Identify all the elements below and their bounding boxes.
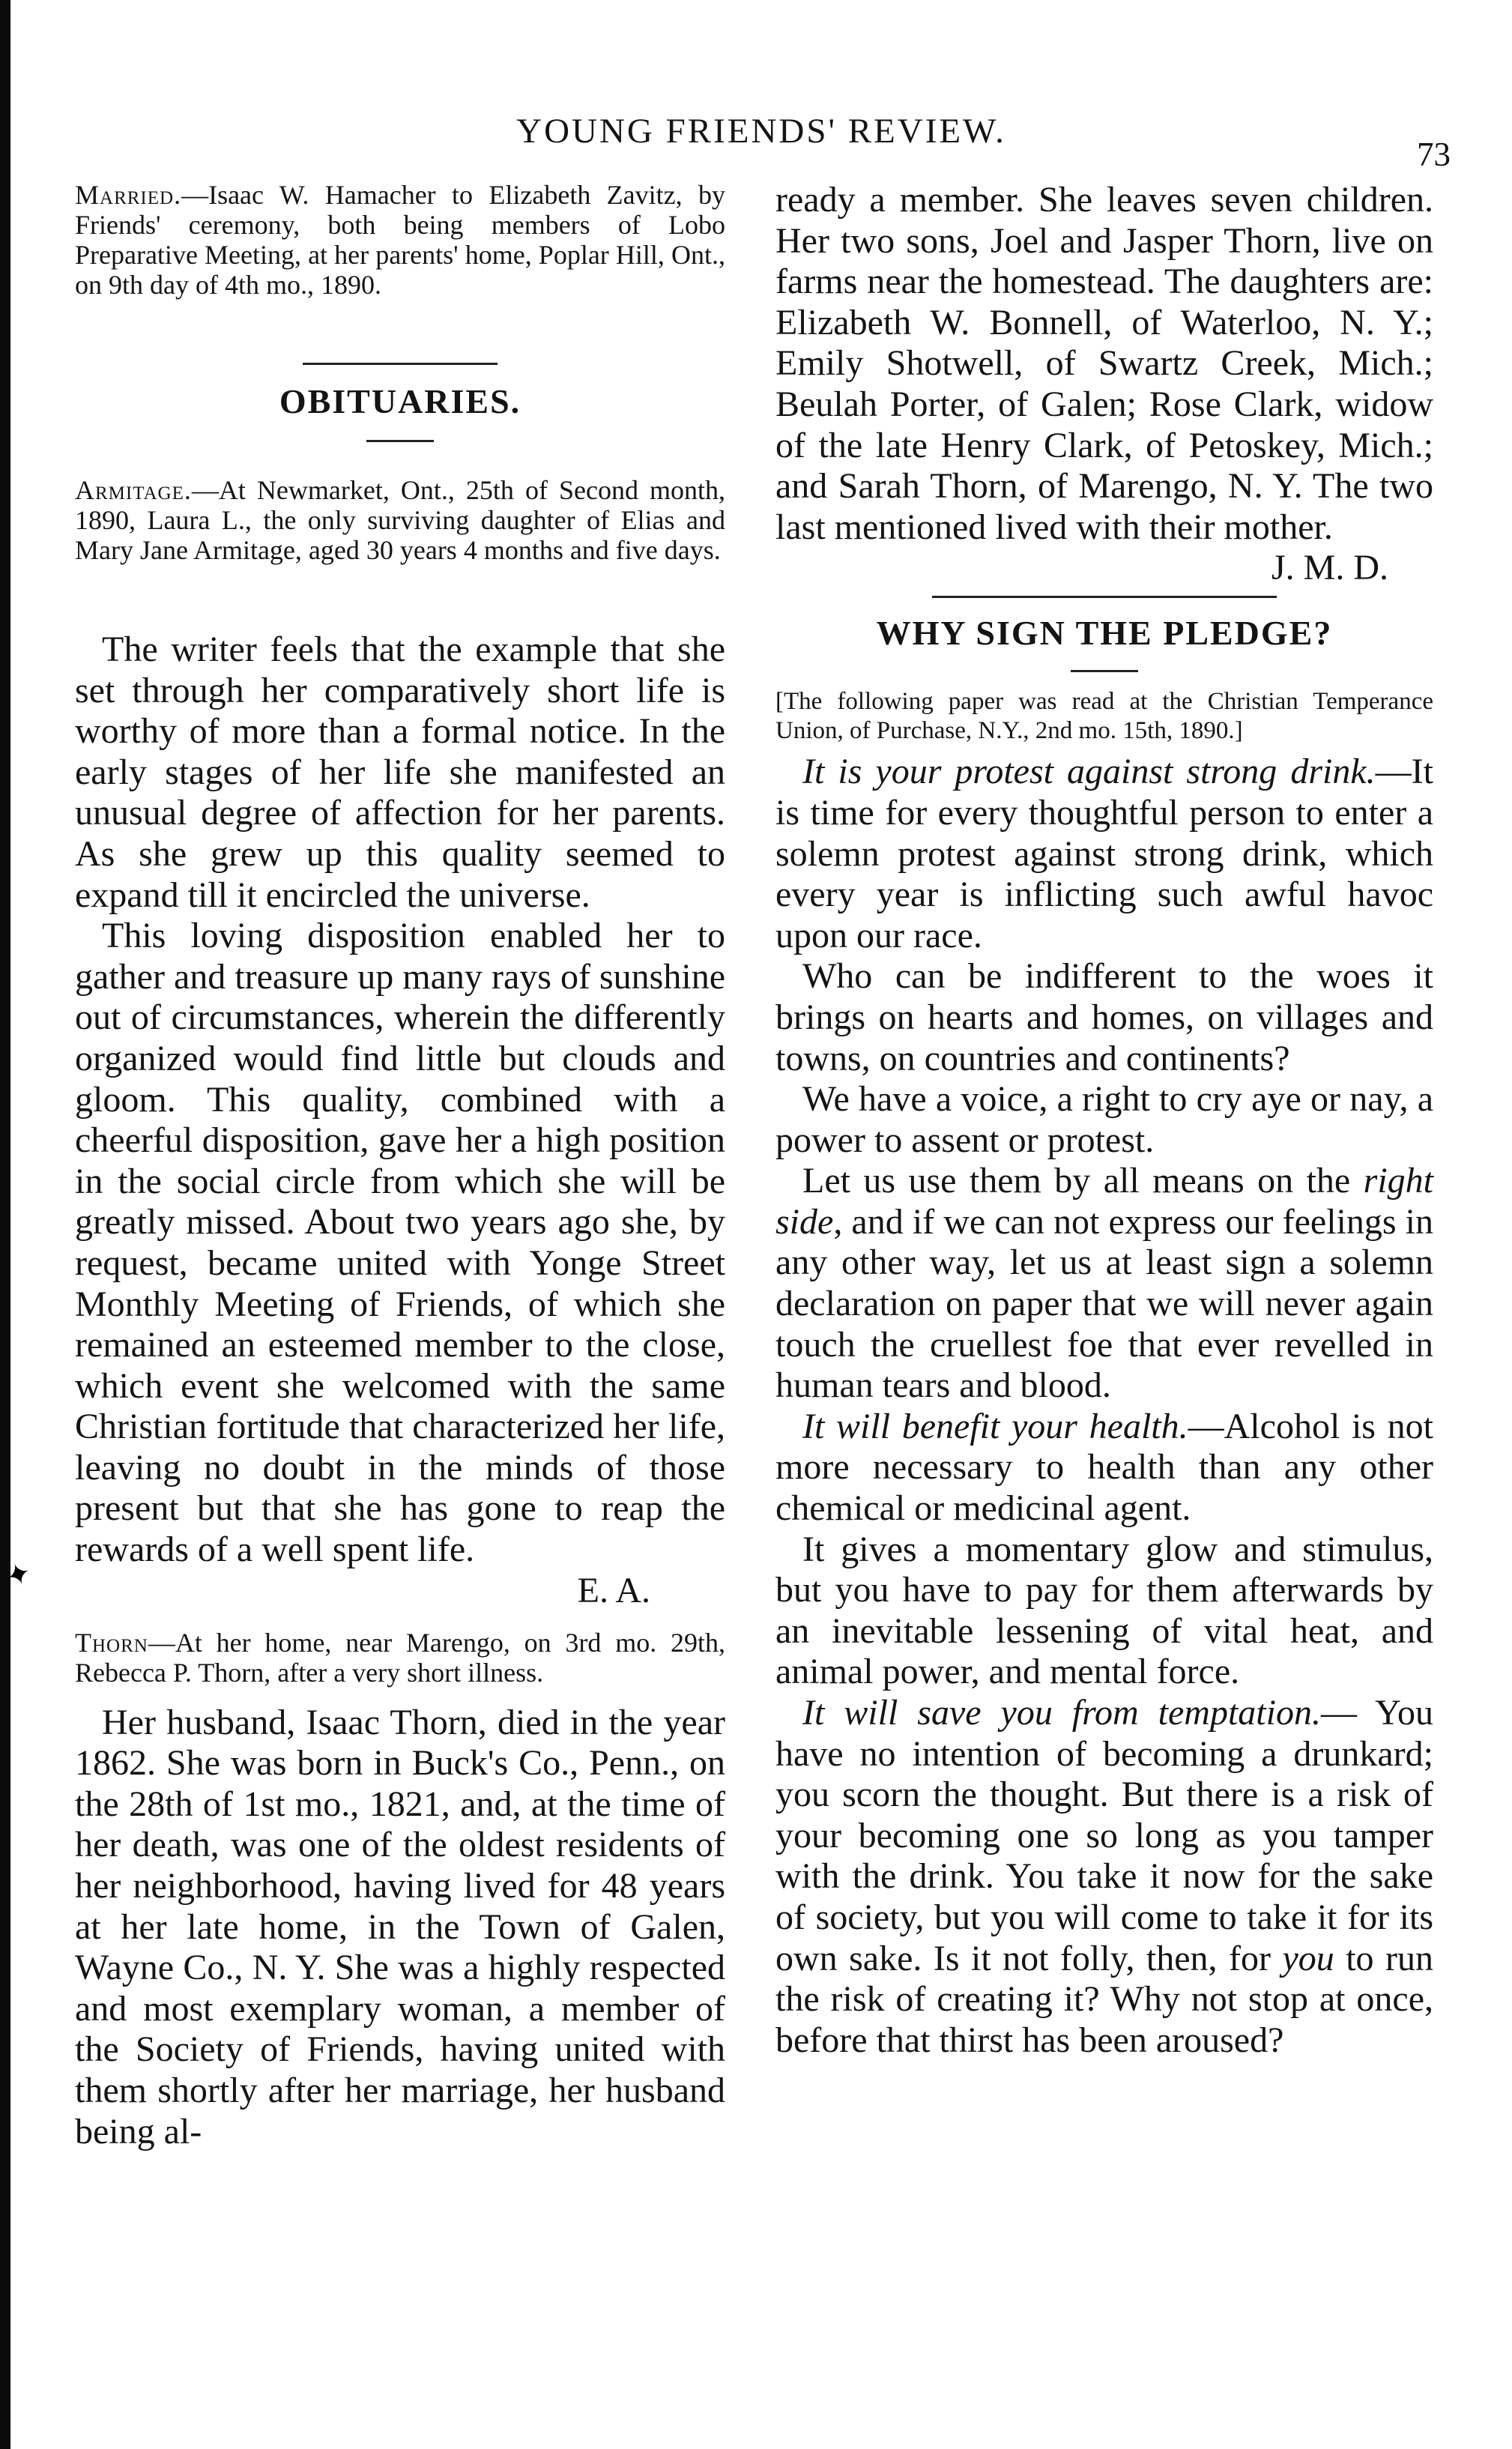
pledge-section-2 [775,1407,1433,1530]
left-column [75,180,725,2152]
pledge-paragraph-4-b: , and if we can not express our feelings in any other way, let us at least sign a solemn declaration on paper that we will never again touch the cruellest foe that ever revelled in human tears and blood. [775,1201,1433,1406]
right-column [775,180,1433,2061]
pledge-section-3-end: to run the risk of creating it? Why not stop at once, before that thirst has been aroused? [775,1938,1433,2060]
thorn-paragraph-right: ready a member. She leaves seven children. Her two sons, Joel and Jasper Thorn, live on farms near the homestead. The daughters are: Elizabeth W. Bonnell, of Waterloo, N. Y.; Emily Shotwell, of Swartz Creek, Mich.; Beulah Porter, of Galen; Rose Clark, widow of the late Henry Clark, of Petoskey, Mich.; and Sarah Thorn, of Marengo, N. Y. The two last mentioned lived with their mother. [775,180,1433,547]
pledge-section-1-heading: It is your protest against strong drink. [802,752,1376,792]
pledge-section-2-heading: It will benefit your health. [802,1406,1188,1446]
thorn-notice-text: —At her home, near Marengo, on 3rd mo. 29th, Rebecca P. Thorn, after a very short illness. [75,1627,725,1688]
thorn-label: Thorn [75,1627,148,1658]
pledge-paragraph-4-a: Let us use them by all means on the [802,1161,1364,1201]
pledge-heading: WHY SIGN THE PLEDGE? [876,614,1333,653]
pledge-paragraph-4-italic: right side [775,1161,1433,1242]
pledge-section-3-heading: It will save you from temptation. [802,1693,1321,1733]
divider-rule [303,363,498,365]
married-text: —Isaac W. Hamacher to Elizabeth Zavitz, by Friends' ceremony, both being members of Lobo Preparative Meeting, at her parents' home, Poplar Hill, Ont., on 9th day of 4th mo., 1890. [75,180,725,300]
armitage-paragraph-1: The writer feels that the example that she set through her comparatively short life is worthy of more than a formal notice. In the early stages of her life she manifested an unusual degree of affection for her parents. As she grew up this quality seemed to expand till it encircled the universe. [75,629,725,915]
divider-short-rule-2 [1071,670,1138,672]
thorn-paragraph-left: Her husband, Isaac Thorn, died in the year 1862. She was born in Buck's Co., Penn., on the 28th of 1st mo., 1821, and, at the time of her death, was one of the oldest residents of her neighborhood, having lived for 48 years at her late home, in the Town of Galen, Wayne Co., N. Y. She was a highly respected and most exemplary woman, a member of the Society of Friends, having united with them shortly after her marriage, her husband being al- [75,1702,725,2151]
page-edge-shadow [0,0,10,2449]
pledge-section-1 [775,752,1433,956]
pledge-section-1-text: —It is time for every thoughtful person to enter a solemn protest against strong drink, which every year is inflicting such awful havoc upon our race. [775,752,1433,955]
margin-ink-mark: ✦ [1,1554,37,1595]
armitage-paragraph-2: This loving disposition enabled her to gather and treasure up many rays of sunshine out of circumstances, wherein the differently organized would find little but clouds and gloom. This quality, combined with a cheerful disposition, gave her a high position in the social circle from which she will be greatly missed. About two years ago she, by request, became united with Yonge Street Monthly Meeting of Friends, of which she remained an esteemed member to the close, which event she welcomed with the same Christian fortitude that characterized her life, leaving no doubt in the minds of those present but that she has gone to reap the rewards of a well spent life. [75,916,725,1570]
running-title: YOUNG FRIENDS' REVIEW. [516,112,1006,151]
pledge-paragraph-3: We have a voice, a right to cry aye or nay, a power to assent or protest. [775,1079,1433,1160]
pledge-section-3-italic: you [1282,1938,1334,1978]
armitage-signature: E. A. [577,1570,650,1610]
obituaries-heading: OBITUARIES. [279,382,521,420]
armitage-notice [75,475,725,625]
married-notice [75,180,725,354]
page-number: 73 [1417,136,1451,173]
pledge-intro: [The following paper was read at the Christian Temperance Union, of Purchase, N.Y., 2nd mo. 15th, 1890.] [775,688,1433,745]
divider-short-rule [366,440,434,442]
married-label: Married. [75,180,182,210]
pledge-section-3 [775,1693,1433,2061]
divider-rule-2 [932,596,1277,598]
armitage-notice-text: —At Newmarket, Ont., 25th of Second month, 1890, Laura L., the only surviving daughter of Elias and Mary Jane Armitage, aged 30 years 4 months and five days. [75,475,725,565]
pledge-section-2-text: —Alcohol is not more necessary to health than any other chemical or medicinal agent. [775,1406,1433,1529]
thorn-notice [75,1628,725,1688]
thorn-signature: J. M. D. [1271,548,1388,588]
pledge-paragraph-4 [775,1161,1433,1407]
pledge-paragraph-6: It gives a momentary glow and stimulus, but you have to pay for them afterwards by an inevitable lessening of vital heat, and animal power, and mental force. [775,1529,1433,1692]
running-head [72,105,1451,173]
pledge-paragraph-2: Who can be indifferent to the woes it brings on hearts and homes, on villages and towns, on countries and continents? [775,956,1433,1078]
pledge-section-3-text: — You have no intention of becoming a drunkard; you scorn the thought. But there is a risk of your becoming one so long as you tamper with the drink. You take it now for the sake of society, but you will come to take it for its own sake. Is it not folly, then, for [775,1693,1433,1978]
armitage-label: Armitage. [75,475,192,505]
